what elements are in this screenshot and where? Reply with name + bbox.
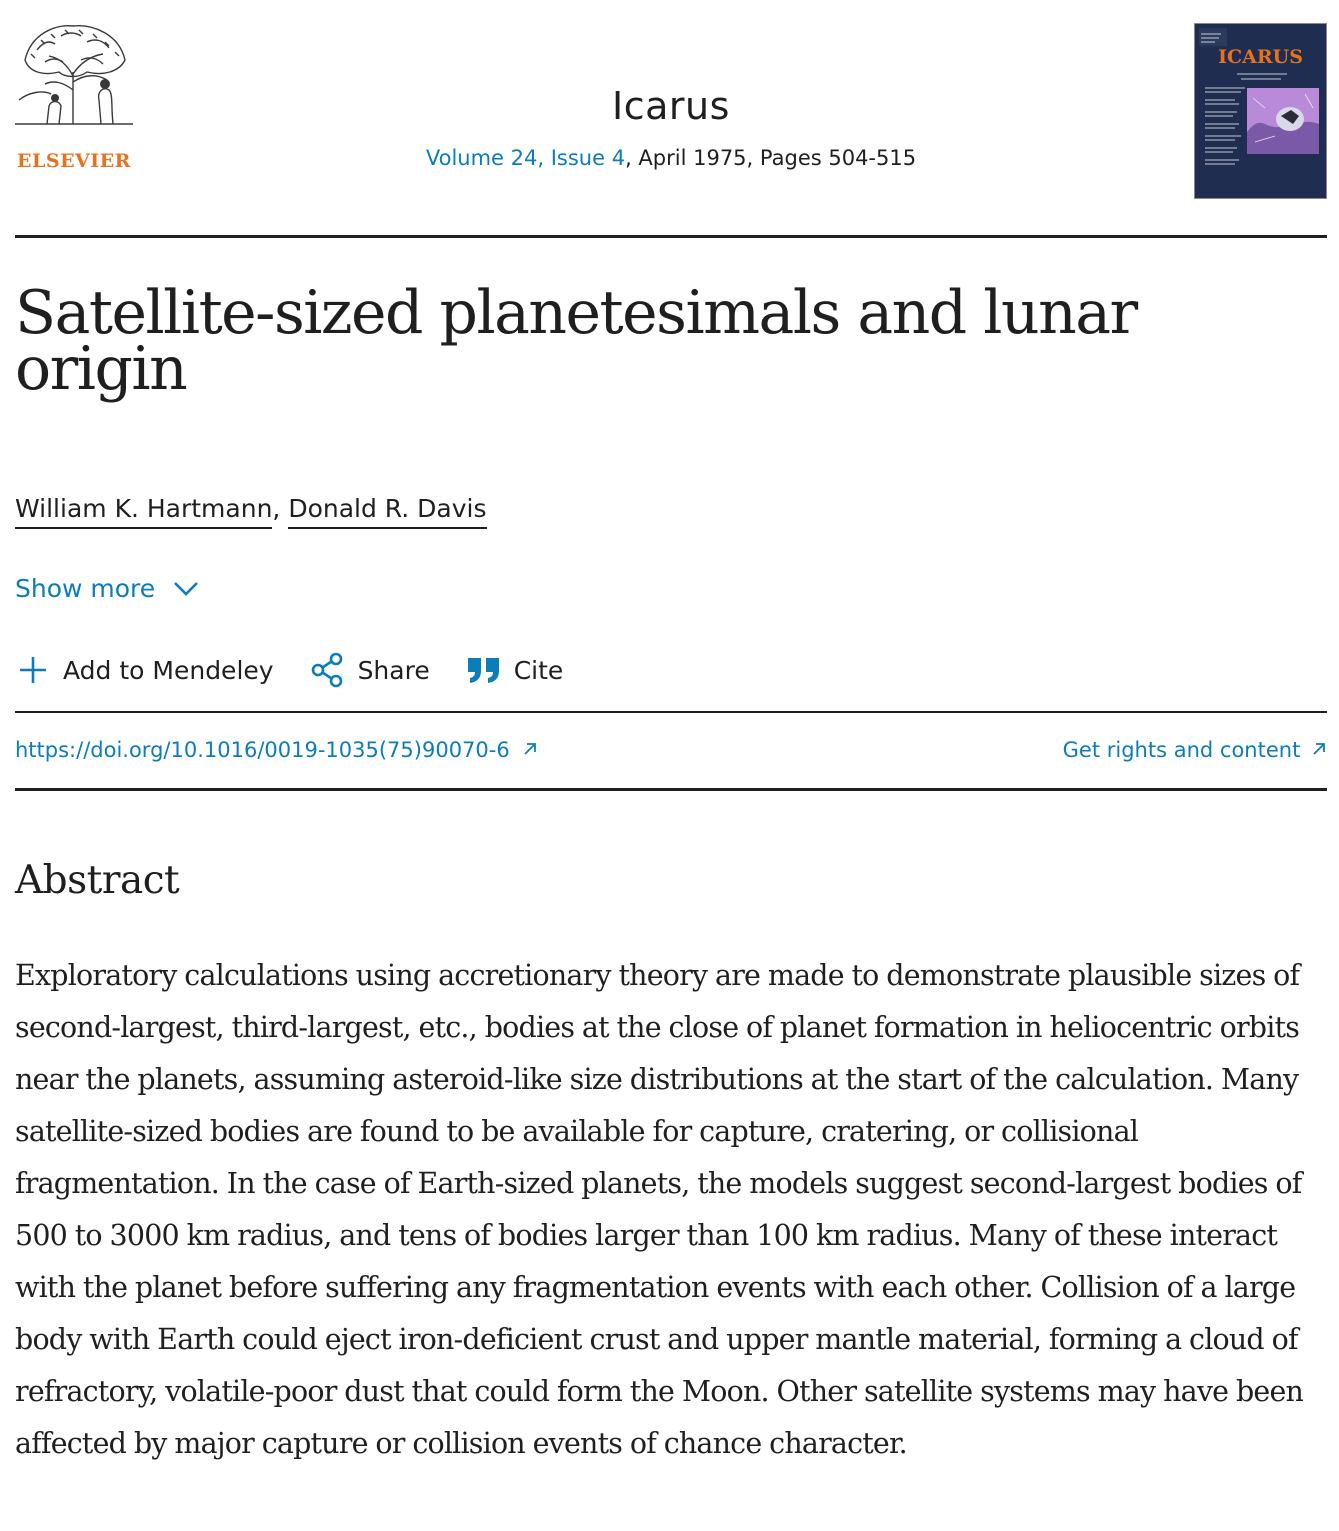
author-separator: ,	[272, 494, 281, 523]
quote-icon	[466, 654, 502, 686]
plus-icon	[15, 652, 51, 688]
rights-link[interactable]	[1063, 738, 1327, 762]
article-header	[15, 0, 1327, 236]
share-button[interactable]	[310, 652, 430, 688]
show-more-button[interactable]	[15, 574, 199, 603]
volume-issue-link[interactable]: Volume 24, Issue 4	[425, 146, 626, 170]
article-title: Satellite-sized planetesimals and lunar origin	[15, 278, 1137, 404]
journal-cover-image[interactable]	[1194, 23, 1327, 199]
article-actions	[15, 652, 599, 688]
doi-link[interactable]	[15, 738, 538, 762]
share-label: Share	[357, 655, 430, 685]
rights-text: Get rights and content	[1062, 738, 1301, 762]
cite-button[interactable]	[466, 654, 564, 686]
add-to-mendeley-label: Add to Mendeley	[63, 655, 274, 685]
journal-title[interactable]: Icarus	[612, 84, 730, 128]
date-pages: , April 1975, Pages 504-515	[625, 146, 917, 170]
header-divider	[15, 235, 1327, 238]
author-link[interactable]: William K. Hartmann	[15, 494, 272, 529]
actions-divider	[15, 711, 1327, 713]
author-link[interactable]: Donald R. Davis	[288, 494, 486, 529]
external-link-icon	[522, 741, 538, 757]
author-list	[15, 494, 487, 529]
add-to-mendeley-button[interactable]	[15, 652, 274, 688]
external-link-icon	[1311, 741, 1327, 757]
doi-text: https://doi.org/10.1016/0019-1035(75)90070-6	[15, 738, 510, 762]
abstract-body: Exploratory calculations using accretionary theory are made to demonstrate plausible sizes of second-largest, third-largest, etc., bodies at the close of planet formation in heliocentric orbits near the planets, assuming asteroid-like size distributions at the start of the calculation. Many satellite-sized bodies are found to be available for capture, cratering, or collisional fragmentation. In the case of Earth-sized planets, the models suggest second-largest bodies of 500 to 3000 km radius, and tens of bodies larger than 100 km radius. Many of these interact with the planet before suffering any fragmentation events with each other. Collision of a large body with Earth could eject iron-deficient crust and upper mantle material, forming a cloud of refractory, volatile-poor dust that could form the Moon. Other satellite systems may have been affected by major capture or collision events of chance character.	[15, 959, 1304, 1460]
share-icon	[310, 652, 346, 688]
abstract-heading: Abstract	[15, 858, 180, 903]
article-page	[15, 0, 1327, 1460]
chevron-down-icon	[173, 581, 199, 597]
cite-label: Cite	[513, 655, 564, 685]
journal-issue-info	[15, 146, 1327, 170]
doi-divider	[15, 788, 1327, 791]
cover-title: ICARUS	[1218, 46, 1303, 68]
publisher-name: ELSEVIER	[17, 150, 131, 172]
show-more-label: Show more	[15, 574, 156, 603]
